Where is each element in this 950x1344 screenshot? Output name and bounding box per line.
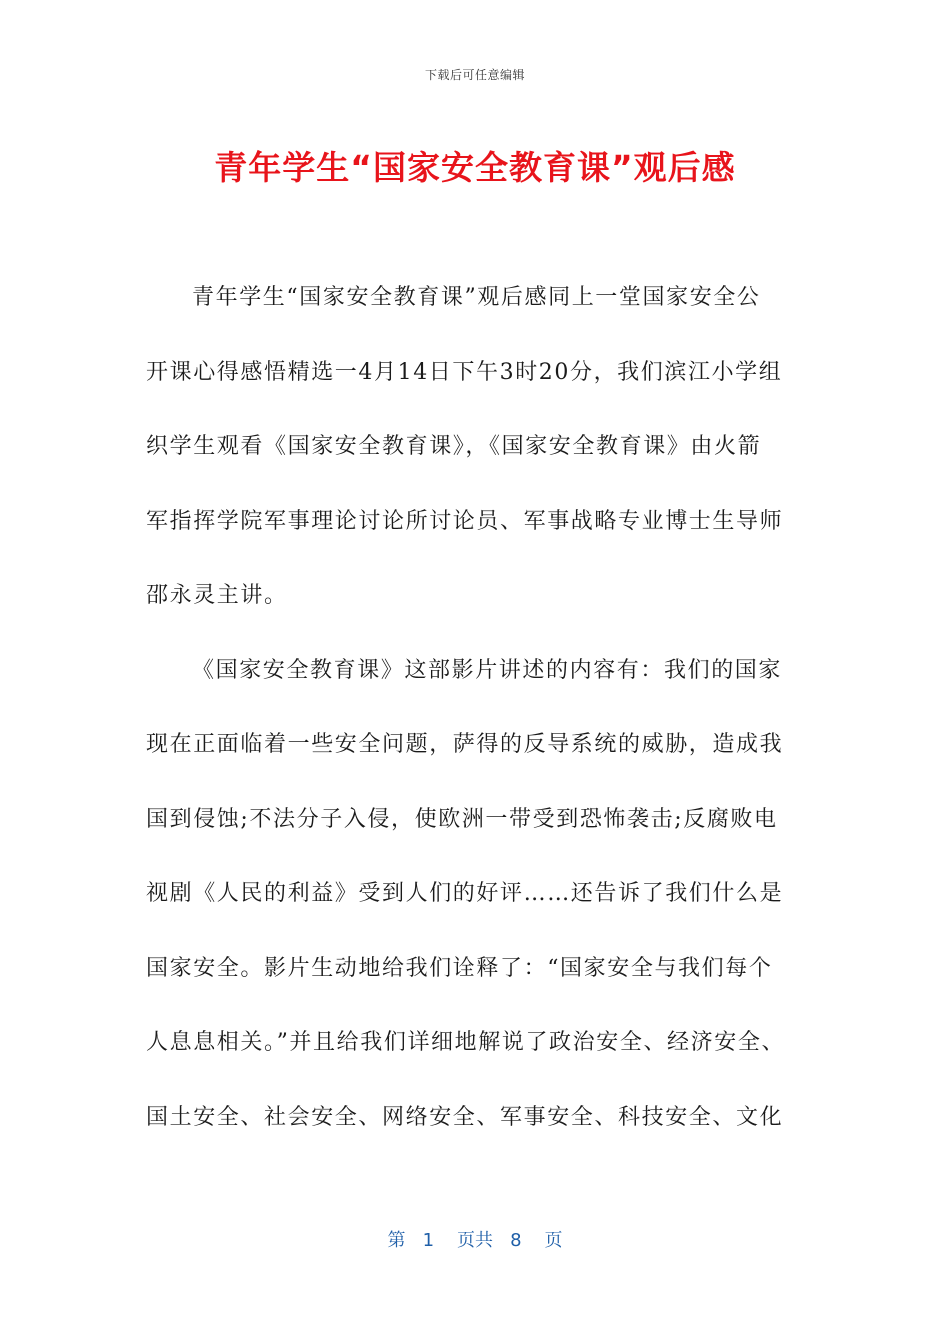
paragraph-2-line-7: 国土安全、社会安全、网络安全、军事安全、科技安全、文化 bbox=[146, 1104, 784, 1130]
footer-page-suffix: 页 bbox=[544, 1230, 563, 1251]
footer-page-number: 1 bbox=[422, 1230, 435, 1251]
document-title: 青年学生“国家安全教育课”观后感 bbox=[214, 148, 736, 187]
paragraph-2-line-3: 国到侵蚀;不法分子入侵，使欧洲一带受到恐怖袭击;反腐败电 bbox=[146, 806, 778, 832]
header-note: 下载后可任意编辑 bbox=[424, 68, 525, 82]
page-footer bbox=[0, 1226, 950, 1252]
paragraph-1-line-2: 开课心得感悟精选一4月14日下午3时20分，我们滨江小学组 bbox=[146, 359, 783, 385]
document-body bbox=[146, 278, 810, 1172]
footer-page-prefix: 第 bbox=[387, 1230, 406, 1251]
paragraph-2-line-5: 国家安全。影片生动地给我们诠释了：“国家安全与我们每个 bbox=[146, 955, 773, 981]
paragraph-1-line-3: 织学生观看《国家安全教育课》，《国家安全教育课》由火箭 bbox=[146, 434, 762, 459]
paragraph-1-line-5: 邵永灵主讲。 bbox=[146, 583, 288, 608]
paragraph-2-line-4: 视剧《人民的利益》受到人们的好评……还告诉了我们什么是 bbox=[146, 881, 784, 906]
paragraph-1-line-4: 军指挥学院军事理论讨论所讨论员、军事战略专业博士生导师 bbox=[146, 508, 784, 534]
paragraph-2-line-6: 人息息相关。”并且给我们详细地解说了政治安全、经济安全、 bbox=[146, 1030, 786, 1055]
paragraph-1-line-1: 青年学生“国家安全教育课”观后感同上一堂国家安全公 bbox=[192, 285, 761, 310]
footer-total-pages: 8 bbox=[510, 1230, 522, 1251]
footer-page-middle: 页共 bbox=[457, 1230, 493, 1251]
paragraph-2-line-1: 《国家安全教育课》这部影片讲述的内容有：我们的国家 bbox=[192, 657, 783, 683]
paragraph-2-line-2: 现在正面临着一些安全问题，萨得的反导系统的威胁，造成我 bbox=[146, 732, 784, 757]
